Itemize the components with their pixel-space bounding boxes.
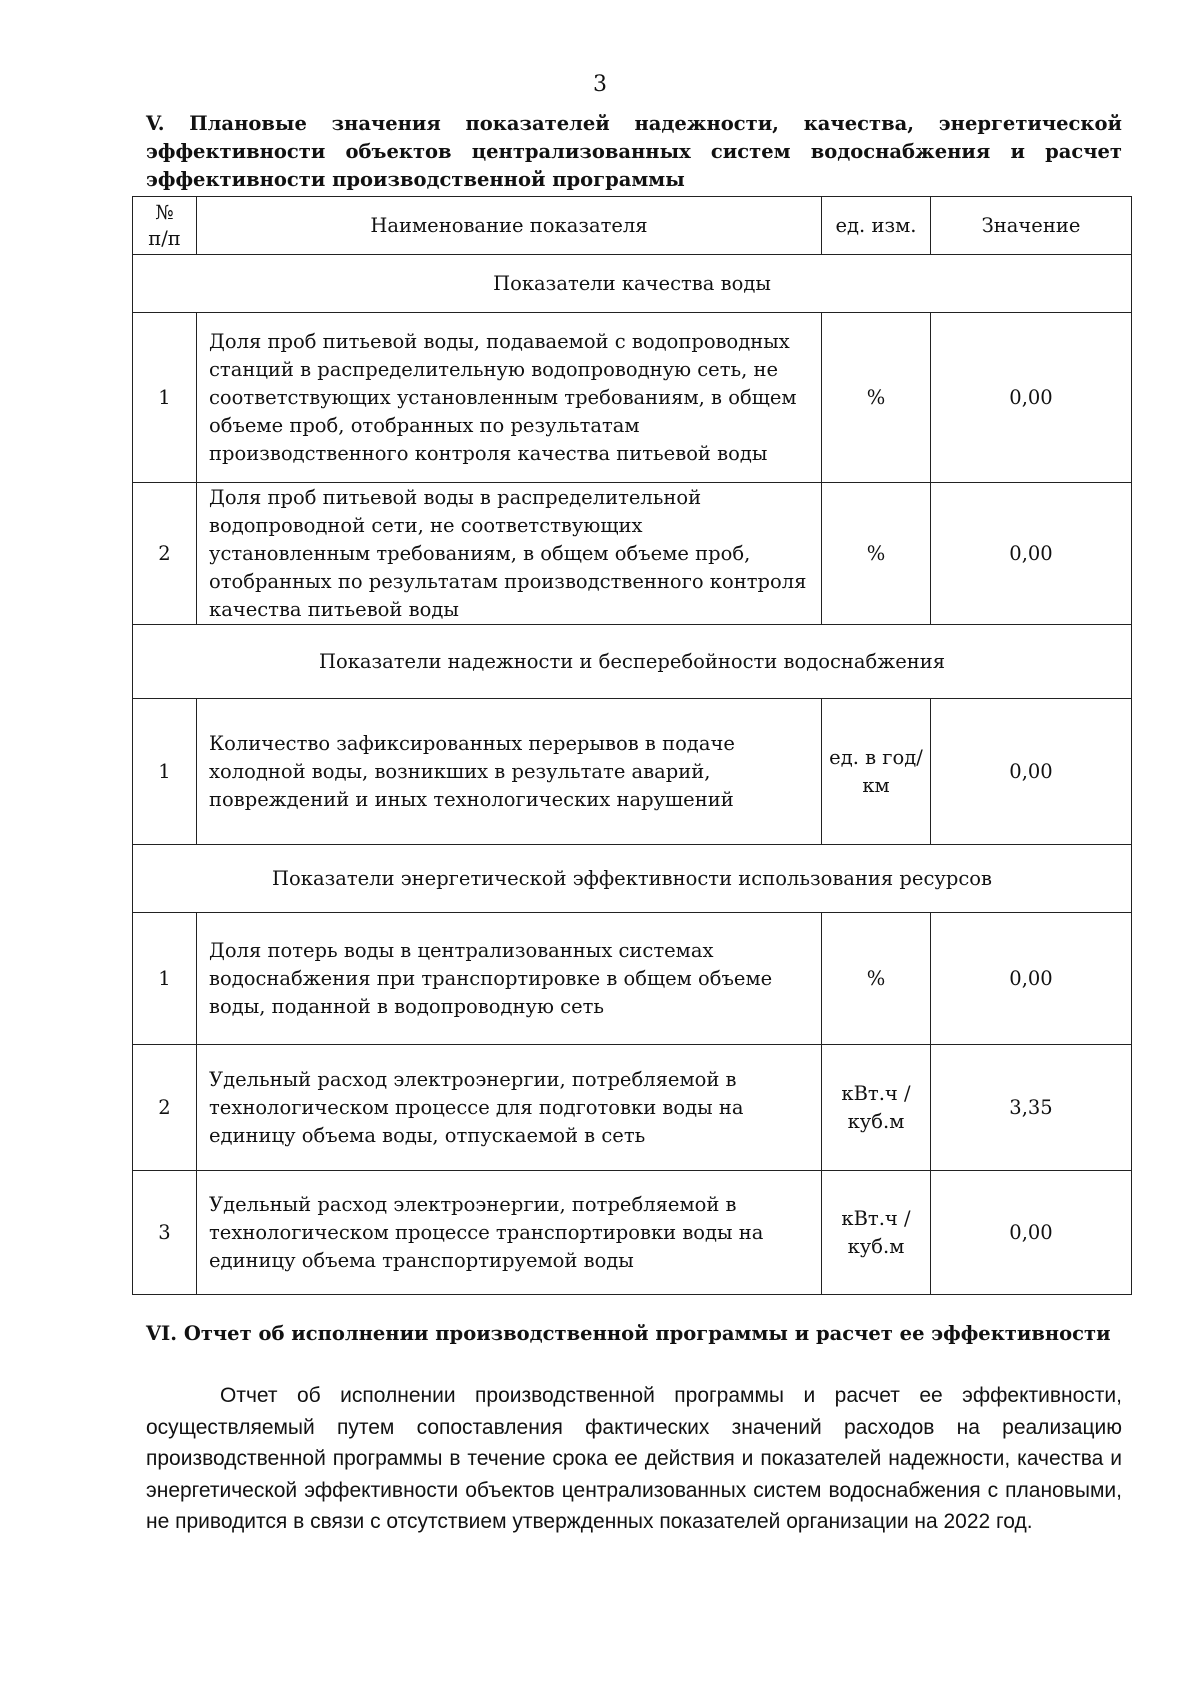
row-unit: % — [822, 483, 931, 625]
page-number: 3 — [593, 72, 607, 97]
row-name: Доля проб питьевой воды, подаваемой с водопроводных станций в распределительную водопроводную сеть, не соответствующих установленным требованиям, в общем объеме проб, отобранных по результатам производственного контроля качества питьевой воды — [197, 313, 822, 483]
group-title: Показатели качества воды — [133, 255, 1132, 313]
section-6-title: VI. Отчет об исполнении производственной программы и расчет ее эффективности — [146, 1322, 1111, 1345]
header-num: № п/п — [133, 197, 197, 255]
row-num: 2 — [133, 483, 197, 625]
table-row — [133, 1171, 1132, 1295]
row-name: Доля потерь воды в централизованных системах водоснабжения при транспортировке в общем объеме воды, поданной в водопроводную сеть — [197, 913, 822, 1045]
row-num: 1 — [133, 699, 197, 845]
group-title: Показатели энергетической эффективности использования ресурсов — [133, 845, 1132, 913]
row-name: Удельный расход электроэнергии, потребляемой в технологическом процессе транспортировки воды на единицу объема транспортируемой воды — [197, 1171, 822, 1295]
group-title: Показатели надежности и бесперебойности водоснабжения — [133, 625, 1132, 699]
row-name: Удельный расход электроэнергии, потребляемой в технологическом процессе для подготовки воды на единицу объема воды, отпускаемой в сеть — [197, 1045, 822, 1171]
group-row — [133, 625, 1132, 699]
table-row — [133, 1045, 1132, 1171]
row-unit: % — [822, 313, 931, 483]
table-row — [133, 699, 1132, 845]
row-value: 3,35 — [931, 1045, 1132, 1171]
row-name: Доля проб питьевой воды в распределительной водопроводной сети, не соответствующих установленным требованиям, в общем объеме проб, отобранных по результатам производственного контроля качества питьевой воды — [197, 483, 822, 625]
row-value: 0,00 — [931, 1171, 1132, 1295]
table-header-row — [133, 197, 1132, 255]
table-row — [133, 913, 1132, 1045]
group-row — [133, 845, 1132, 913]
row-value: 0,00 — [931, 913, 1132, 1045]
row-num: 3 — [133, 1171, 197, 1295]
row-unit: кВт.ч / куб.м — [822, 1045, 931, 1171]
row-unit: кВт.ч / куб.м — [822, 1171, 931, 1295]
row-num: 1 — [133, 313, 197, 483]
section-5-title: V. Плановые значения показателей надежности, качества, энергетической эффективности объектов централизованных систем водоснабжения и расчет эффективности производственной программы — [146, 112, 1122, 191]
row-value: 0,00 — [931, 313, 1132, 483]
header-value: Значение — [931, 197, 1132, 255]
header-name: Наименование показателя — [197, 197, 822, 255]
row-num: 1 — [133, 913, 197, 1045]
row-name: Количество зафиксированных перерывов в подаче холодной воды, возникших в результате аварий, повреждений и иных технологических нарушений — [197, 699, 822, 845]
row-unit: % — [822, 913, 931, 1045]
row-num: 2 — [133, 1045, 197, 1171]
section-6-paragraph: Отчет об исполнении производственной программы и расчет ее эффективности, осуществляемый путем сопоставления фактических значений расходов на реализацию производственной программы в течение срока ее действия и показателей надежности, качества и энергетической эффективности объектов централизованных систем водоснабжения с плановыми, не приводится в связи с отсутствием утвержденных показателей организации на 2022 год. — [146, 1384, 1122, 1533]
indicators-table — [132, 196, 1132, 1295]
row-value: 0,00 — [931, 699, 1132, 845]
table-row — [133, 313, 1132, 483]
table-row — [133, 483, 1132, 625]
row-unit: ед. в год/ км — [822, 699, 931, 845]
row-value: 0,00 — [931, 483, 1132, 625]
header-unit: ед. изм. — [822, 197, 931, 255]
group-row — [133, 255, 1132, 313]
